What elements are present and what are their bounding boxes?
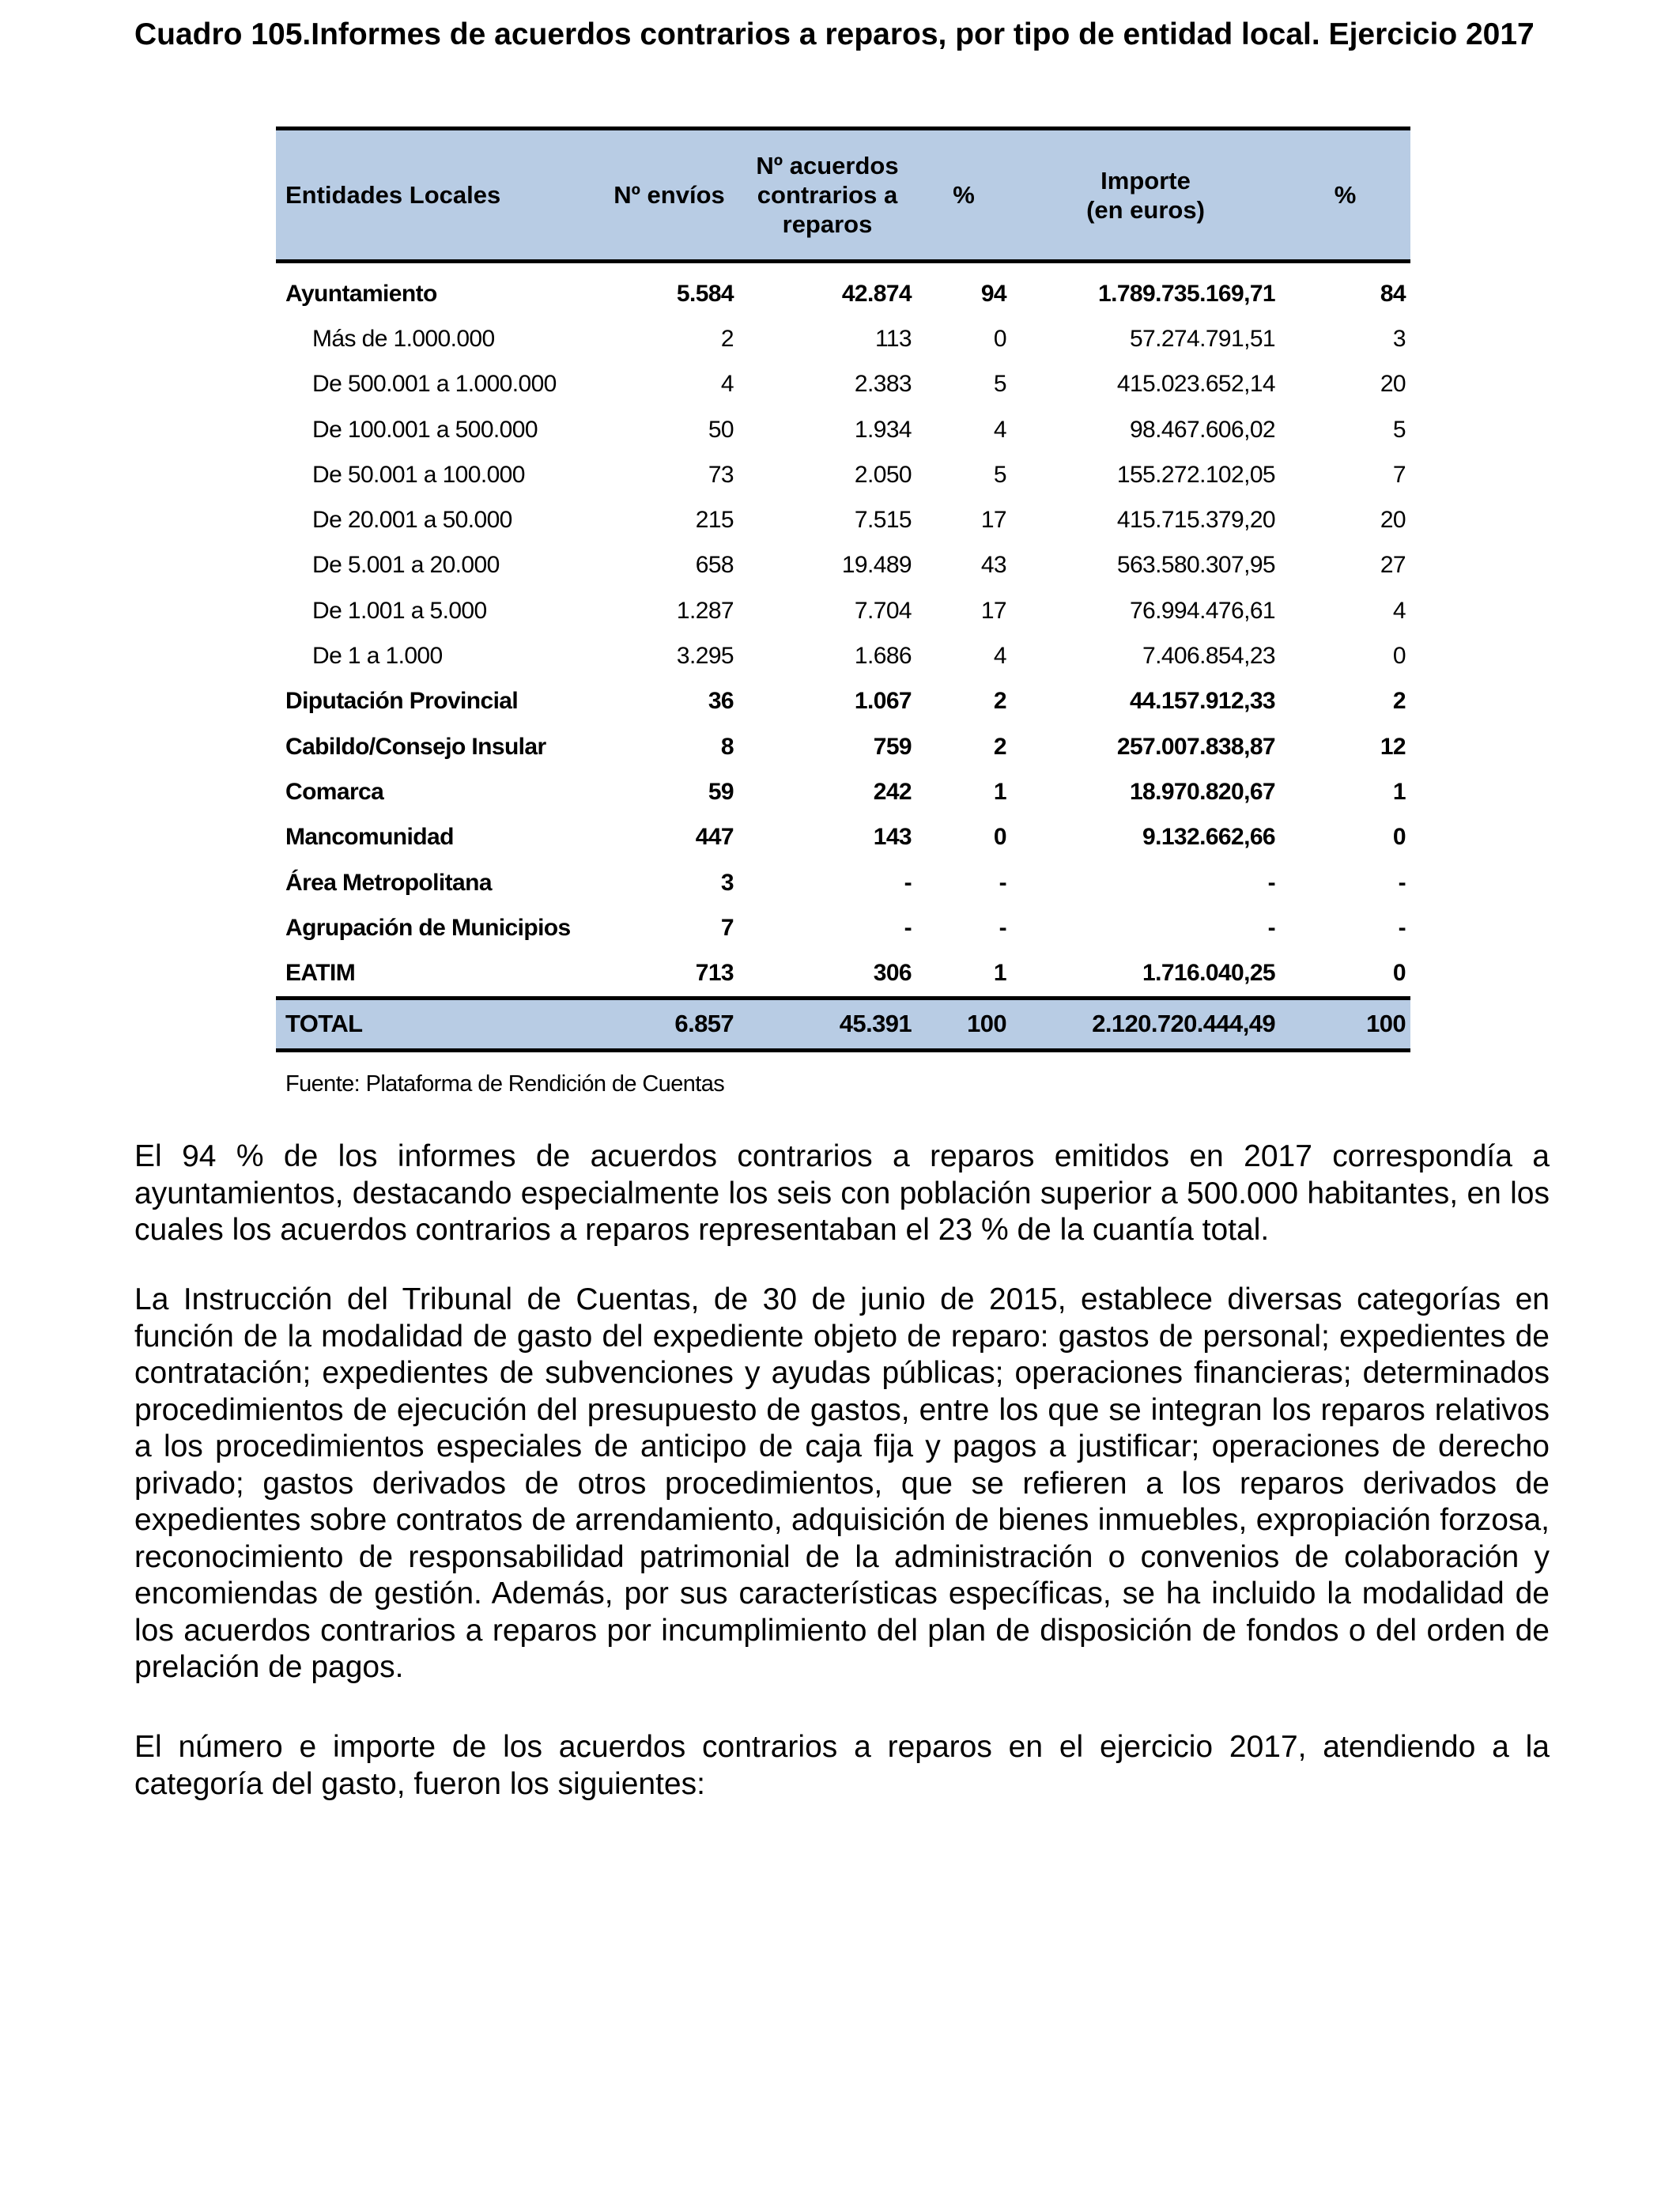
- row-pct-acuerdos: 4: [993, 643, 1006, 670]
- row-importe: 9.132.662,66: [1142, 824, 1275, 851]
- row-name: Agrupación de Municipios: [285, 914, 571, 941]
- row-envios: 215: [695, 507, 734, 534]
- caption-number: Cuadro 105.: [134, 17, 311, 51]
- header-acuerdos-line: contrarios a: [757, 181, 898, 209]
- row-pct-acuerdos: 5: [993, 371, 1006, 398]
- row-acuerdos: 42.874: [841, 280, 912, 307]
- row-envios: 447: [695, 824, 734, 851]
- row-importe: 98.467.606,02: [1129, 416, 1275, 443]
- table-row: [276, 588, 1410, 633]
- row-importe: 415.023.652,14: [1116, 371, 1275, 398]
- row-pct-acuerdos: 0: [993, 824, 1006, 851]
- row-envios: 36: [708, 688, 734, 715]
- row-importe: 415.715.379,20: [1116, 507, 1275, 534]
- row-acuerdos: 19.489: [841, 552, 912, 579]
- row-acuerdos: 1.067: [854, 688, 912, 715]
- row-acuerdos: 7.704: [854, 597, 912, 624]
- row-envios: 713: [695, 960, 734, 987]
- row-pct-acuerdos: 2: [993, 688, 1006, 715]
- row-name: De 1.001 a 5.000: [312, 597, 487, 624]
- table-row: [276, 362, 1410, 407]
- row-pct-importe: 1: [1392, 778, 1406, 805]
- header-acuerdos-line: reparos: [782, 210, 873, 238]
- row-importe: 7.406.854,23: [1142, 643, 1275, 670]
- table-row: [276, 905, 1410, 950]
- header-pct-acuerdos: %: [916, 129, 1011, 262]
- row-importe: 563.580.307,95: [1116, 552, 1275, 579]
- row-pct-importe: 12: [1380, 733, 1406, 760]
- row-pct-acuerdos: 1: [993, 778, 1006, 805]
- caption-title: Informes de acuerdos contrarios a reparos, por tipo de entidad local. Ejercicio 2017: [311, 17, 1535, 51]
- row-envios: 2: [720, 325, 734, 352]
- table-row: [276, 407, 1410, 452]
- row-envios: 3.295: [676, 643, 734, 670]
- header-importe-line: Importe: [1100, 166, 1191, 194]
- table-row: [276, 950, 1410, 998]
- row-name: De 500.001 a 1.000.000: [312, 371, 557, 398]
- row-envios: 3: [720, 869, 734, 896]
- total-pct-acuerdos: 100: [916, 998, 1011, 1050]
- row-pct-importe: 3: [1392, 325, 1406, 352]
- table-row: [276, 452, 1410, 497]
- row-envios: 5.584: [676, 280, 734, 307]
- header-acuerdos-line: Nº acuerdos: [756, 152, 899, 179]
- table-source-note: Fuente: Plataforma de Rendición de Cuentas: [285, 1071, 725, 1097]
- row-pct-importe: 0: [1392, 643, 1406, 670]
- row-name: Más de 1.000.000: [312, 325, 495, 352]
- row-pct-acuerdos: 1: [993, 960, 1006, 987]
- row-importe: 1.716.040,25: [1142, 960, 1275, 987]
- row-name: De 50.001 a 100.000: [312, 461, 525, 488]
- row-pct-importe: 4: [1392, 597, 1406, 624]
- row-acuerdos: 113: [874, 325, 912, 352]
- row-pct-importe: -: [1398, 914, 1406, 941]
- row-importe: 44.157.912,33: [1129, 688, 1275, 715]
- table-row: [276, 633, 1410, 678]
- row-name: Diputación Provincial: [285, 688, 519, 715]
- paragraph-1: El 94 % de los informes de acuerdos contrarios a reparos emitidos en 2017 correspondía a ayuntamientos, destacando especialmente los seis con población superior a 500.000 habitantes, en los cuales los acuerdos contrarios a reparos representaban el 23 % de la cuantía total.: [134, 1139, 1550, 1247]
- table-caption: [134, 16, 1550, 54]
- table-row: [276, 262, 1410, 317]
- row-pct-acuerdos: -: [999, 869, 1006, 896]
- row-acuerdos: 2.383: [854, 371, 912, 398]
- row-pct-acuerdos: -: [999, 914, 1006, 941]
- row-pct-acuerdos: 43: [980, 552, 1006, 579]
- row-name: EATIM: [285, 960, 356, 987]
- row-pct-importe: 7: [1392, 461, 1406, 488]
- row-acuerdos: 242: [873, 778, 912, 805]
- row-pct-acuerdos: 2: [993, 733, 1006, 760]
- row-envios: 4: [720, 371, 734, 398]
- row-importe: 257.007.838,87: [1116, 733, 1275, 760]
- row-acuerdos: 306: [873, 960, 912, 987]
- row-pct-acuerdos: 17: [980, 507, 1006, 534]
- header-pct-importe: %: [1280, 129, 1410, 262]
- total-importe: 2.120.720.444,49: [1011, 998, 1280, 1050]
- row-name: Ayuntamiento: [285, 280, 437, 307]
- paragraph-2: La Instrucción del Tribunal de Cuentas, de 30 de junio de 2015, establece diversas categorías en función de la modalidad de gasto del expediente objeto de reparo: gastos de personal; expedientes de contratación; expedientes de subvenciones y ayudas públicas; operaciones financieras; determinados procedimientos de ejecución del presupuesto de gastos, entre los que se integran los reparos relativos a los procedimientos especiales de anticipo de caja fija y pagos a justificar; operaciones de derecho privado; gastos derivados de otros procedimientos, que se refieren a los reparos derivados de expedientes sobre contratos de arrendamiento, adquisición de bienes inmuebles, expropiación forzosa, reconocimiento de responsabilidad patrimonial de la administración o convenios de colaboración y encomiendas de gestión. Además, por sus características específicas, se ha incluido la modalidad de los acuerdos contrarios a reparos por incumplimiento del plan de disposición de fondos o del orden de prelación de pagos.: [134, 1282, 1550, 1684]
- row-acuerdos: 2.050: [854, 461, 912, 488]
- header-envios: Nº envíos: [600, 129, 738, 262]
- row-envios: 73: [708, 461, 734, 488]
- table-row: [276, 815, 1410, 860]
- table-row: [276, 679, 1410, 724]
- row-envios: 7: [720, 914, 734, 941]
- table-row: [276, 860, 1410, 905]
- row-acuerdos: -: [904, 869, 912, 896]
- header-acuerdos: [738, 129, 916, 262]
- row-envios: 8: [720, 733, 734, 760]
- row-pct-acuerdos: 94: [980, 280, 1006, 307]
- row-name: Mancomunidad: [285, 824, 454, 851]
- row-name: De 20.001 a 50.000: [312, 507, 512, 534]
- table-row: [276, 724, 1410, 769]
- row-pct-importe: 84: [1380, 280, 1406, 307]
- row-pct-acuerdos: 0: [993, 325, 1006, 352]
- row-importe: 57.274.791,51: [1129, 325, 1275, 352]
- row-envios: 658: [695, 552, 734, 579]
- total-acuerdos: 45.391: [738, 998, 916, 1050]
- row-importe: -: [1267, 869, 1275, 896]
- row-pct-importe: 27: [1380, 552, 1406, 579]
- row-acuerdos: -: [904, 914, 912, 941]
- total-name: TOTAL: [276, 998, 600, 1050]
- table-row: [276, 769, 1410, 814]
- row-importe: 155.272.102,05: [1116, 461, 1275, 488]
- row-name: De 100.001 a 500.000: [312, 416, 538, 443]
- row-importe: 18.970.820,67: [1129, 778, 1275, 805]
- row-acuerdos: 7.515: [854, 507, 912, 534]
- row-acuerdos: 143: [873, 824, 912, 851]
- table-body: [276, 262, 1410, 999]
- row-name: De 1 a 1.000: [312, 643, 443, 670]
- row-acuerdos: 1.686: [854, 643, 912, 670]
- table-row: [276, 497, 1410, 542]
- paragraph-3: El número e importe de los acuerdos contrarios a reparos en el ejercicio 2017, atendiendo a la categoría del gasto, fueron los siguientes:: [134, 1730, 1550, 1801]
- total-pct-importe: 100: [1280, 998, 1410, 1050]
- row-pct-importe: -: [1398, 869, 1406, 896]
- row-envios: 50: [708, 416, 734, 443]
- row-pct-acuerdos: 5: [993, 461, 1006, 488]
- row-acuerdos: 1.934: [854, 416, 912, 443]
- table-header-row: [276, 129, 1410, 262]
- row-pct-importe: 5: [1392, 416, 1406, 443]
- row-name: De 5.001 a 20.000: [312, 552, 500, 579]
- header-importe: [1011, 129, 1280, 262]
- row-pct-importe: 20: [1380, 507, 1406, 534]
- row-pct-importe: 0: [1392, 960, 1406, 987]
- row-envios: 1.287: [676, 597, 734, 624]
- row-pct-acuerdos: 4: [993, 416, 1006, 443]
- row-name: Área Metropolitana: [285, 869, 492, 896]
- row-importe: -: [1267, 914, 1275, 941]
- row-name: Cabildo/Consejo Insular: [285, 733, 546, 760]
- total-envios: 6.857: [600, 998, 738, 1050]
- row-importe: 1.789.735.169,71: [1098, 280, 1275, 307]
- row-importe: 76.994.476,61: [1129, 597, 1275, 624]
- entities-table: [276, 127, 1410, 1052]
- row-pct-importe: 2: [1392, 688, 1406, 715]
- row-envios: 59: [708, 778, 734, 805]
- table-row: [276, 543, 1410, 588]
- row-pct-importe: 20: [1380, 371, 1406, 398]
- table-total-row: [276, 998, 1410, 1050]
- header-entidades: Entidades Locales: [276, 129, 600, 262]
- table-container: [276, 127, 1410, 1052]
- row-acuerdos: 759: [873, 733, 912, 760]
- row-pct-acuerdos: 17: [980, 597, 1006, 624]
- row-pct-importe: 0: [1392, 824, 1406, 851]
- header-importe-line: (en euros): [1086, 195, 1205, 224]
- table-row: [276, 316, 1410, 361]
- row-name: Comarca: [285, 778, 384, 805]
